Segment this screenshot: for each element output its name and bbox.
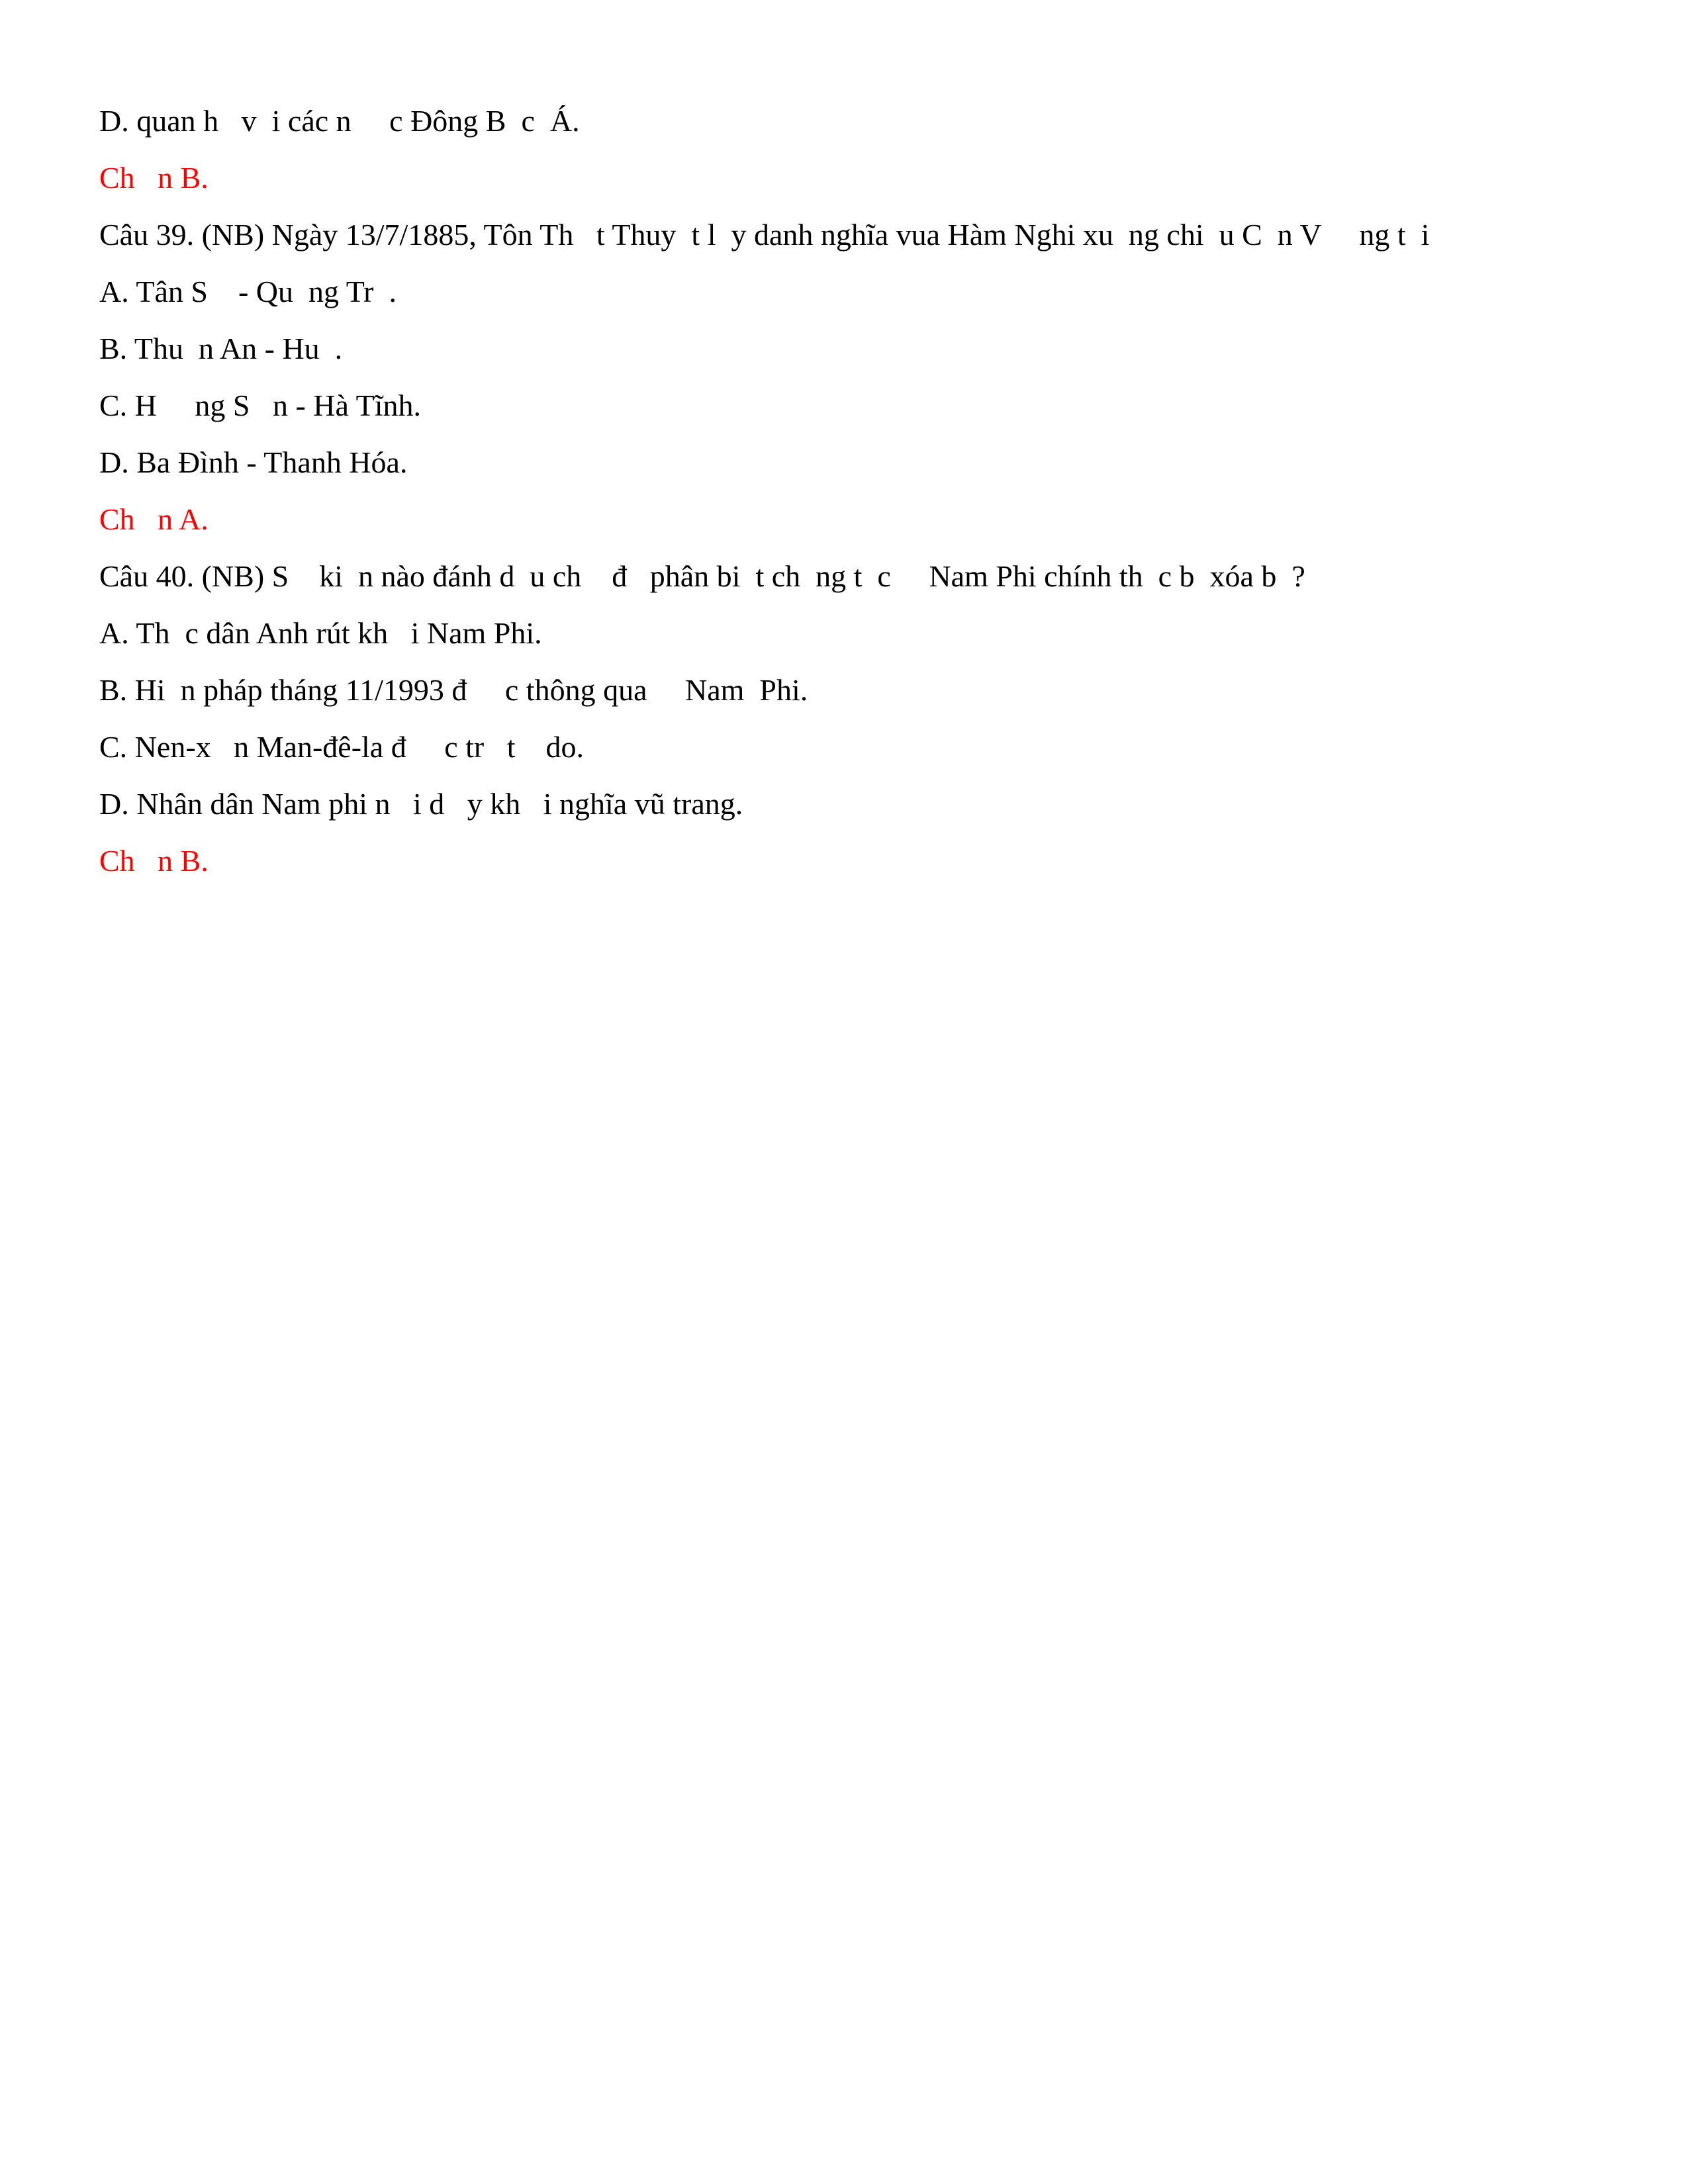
q39-option-b: B. Thu n An - Hu . — [99, 332, 343, 365]
q40-answer: Ch n B. — [99, 844, 209, 878]
q40-option-c: C. Nen-x n Man-đê-la đ c tr t do. — [99, 730, 585, 764]
q40-option-b: B. Hi n pháp tháng 11/1993 đ c thông qua Nam Phi. — [99, 673, 808, 707]
q40-option-d: D. Nhân dân Nam phi n i d y kh i nghĩa vũ trang. — [99, 787, 743, 821]
q39-option-c: C. H ng S n - Hà Tĩnh. — [99, 388, 421, 422]
q38-answer: Ch n B. — [99, 161, 209, 195]
q39-option-a: A. Tân S - Qu ng Tr . — [99, 275, 397, 308]
document-content — [99, 93, 1582, 889]
q39-option-d: D. Ba Đình - Thanh Hóa. — [99, 445, 408, 479]
q40-option-a: A. Th c dân Anh rút kh i Nam Phi. — [99, 616, 542, 650]
q39-answer: Ch n A. — [99, 502, 209, 536]
q39-question: Câu 39. (NB) Ngày 13/7/1885, Tôn Th t Thuy t l y danh nghĩa vua Hàm Nghi xu ng chi u C n V ng t i — [99, 218, 1430, 251]
q38-option-d: D. quan h v i các n c Đông B c Á. — [99, 104, 580, 138]
q40-question: Câu 40. (NB) S ki n nào đánh d u ch đ phân bi t ch ng t c Nam Phi chính th c b xóa b ? — [99, 559, 1305, 593]
